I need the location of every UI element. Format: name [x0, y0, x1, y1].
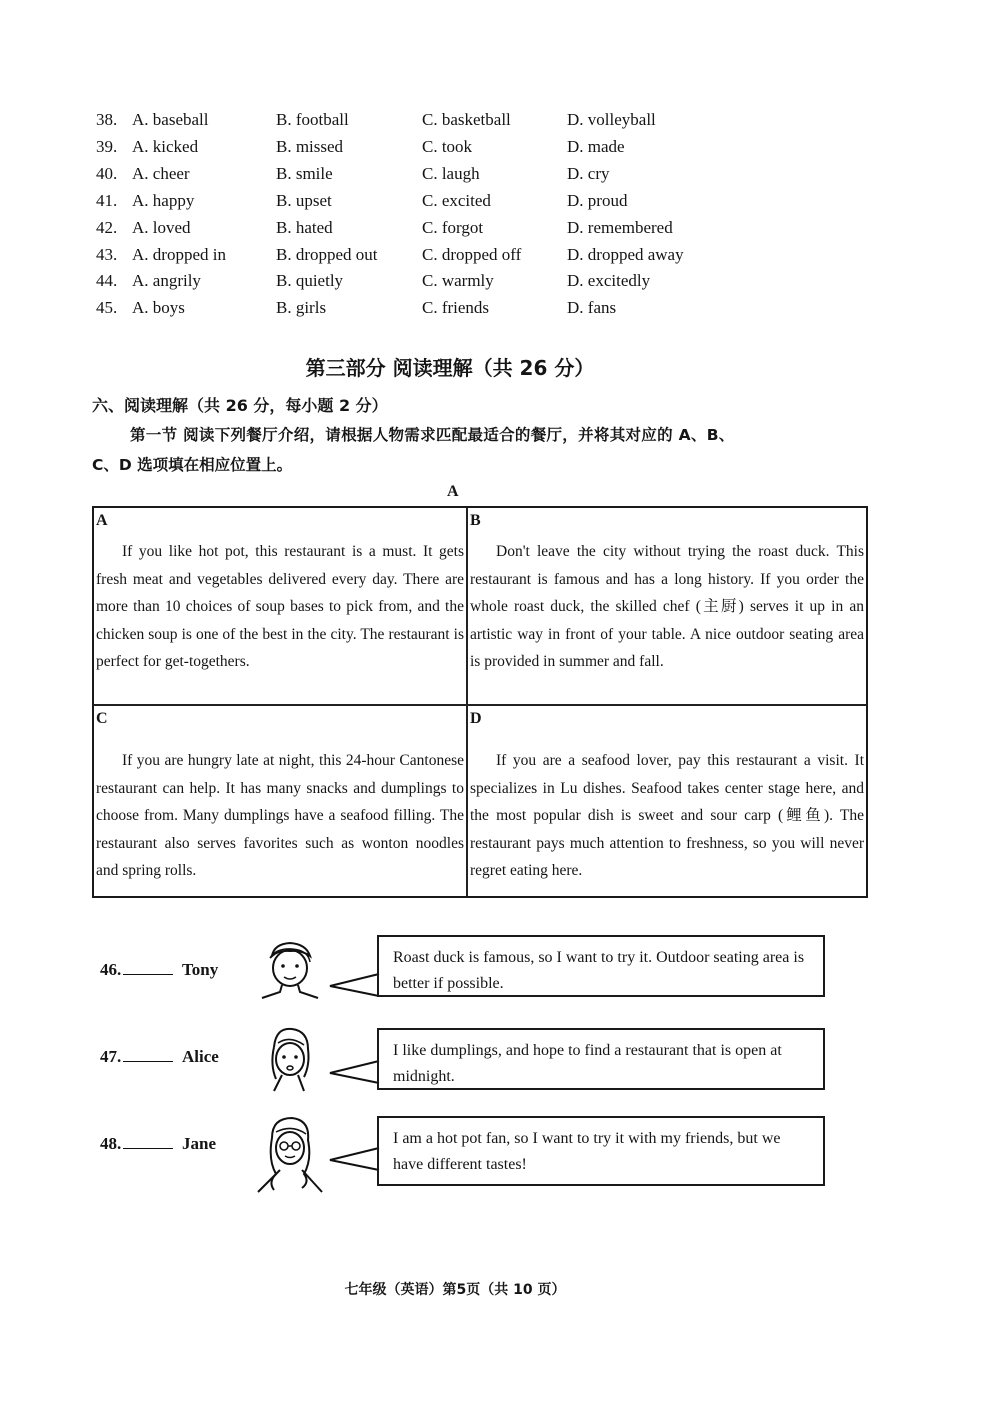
restaurant-grid	[92, 506, 868, 898]
restaurant-letter: D	[470, 710, 482, 727]
restaurant-letter: A	[96, 512, 108, 529]
option-d: D. dropped away	[567, 245, 684, 264]
question-number: 45.	[96, 298, 118, 317]
question-number: 42.	[96, 218, 118, 237]
restaurant-description: If you like hot pot, this restaurant is a must. It gets fresh meat and vegetables delivered every day. There are more than 10 choices of soup bases to pick from, and the chicken soup is one of the best in the city. The restaurant is perfect for get-togethers.	[96, 543, 464, 671]
option-d: D. remembered	[567, 218, 673, 237]
instruction-line-1: 第一节 阅读下列餐厅介绍，请根据人物需求匹配最适合的餐厅，并将其对应的 A、B、	[130, 426, 735, 444]
restaurant-description: If you are hungry late at night, this 24-hour Cantonese restaurant can help. It has many snacks and dumplings to choose from. Many dumplings have a seafood filling. The restaurant also serves favorites such as wonton noodles and spring rolls.	[96, 752, 464, 880]
question-number: 47.	[100, 1047, 122, 1066]
instruction-line-2: C、D 选项填在相应位置上。	[92, 456, 293, 474]
option-d: D. fans	[567, 298, 617, 317]
person-name: Alice	[182, 1047, 219, 1066]
restaurant-letter: B	[470, 512, 481, 529]
option-row	[0, 245, 990, 269]
option-b: B. quietly	[276, 271, 344, 290]
option-d: D. volleyball	[567, 110, 656, 129]
question-number: 43.	[96, 245, 118, 264]
question-number-wrap	[100, 1047, 173, 1067]
option-c: C. warmly	[422, 271, 494, 290]
grid-label: A	[447, 483, 459, 500]
part-title: 第三部分 阅读理解（共 26 分）	[305, 356, 595, 380]
answer-blank[interactable]	[123, 1134, 173, 1149]
question-number-wrap	[100, 960, 173, 980]
option-c: C. laugh	[422, 164, 480, 183]
speech-bubble: Roast duck is famous, so I want to try it. Outdoor seating area is better if possible.	[377, 935, 825, 997]
option-a: A. baseball	[132, 110, 209, 129]
option-b: B. smile	[276, 164, 333, 183]
matching-question	[0, 1027, 990, 1117]
speech-tail-icon	[328, 1057, 380, 1087]
option-b: B. upset	[276, 191, 332, 210]
girl-with-glasses-avatar-icon	[252, 1112, 324, 1194]
option-c: C. forgot	[422, 218, 484, 237]
option-d: D. cry	[567, 164, 610, 183]
matching-question	[0, 1114, 990, 1204]
restaurant-card-d	[468, 706, 866, 896]
restaurant-description: Don't leave the city without trying the roast duck. This restaurant is famous and has a long history. If you order the whole roast duck, the skilled chef (主厨) serves it up in an artistic way in front of your table. A nice outdoor seating area is provided in summer and fall.	[470, 543, 864, 671]
person-name: Jane	[182, 1134, 216, 1153]
option-d: D. made	[567, 137, 625, 156]
option-d: D. excitedly	[567, 271, 651, 290]
option-b: B. dropped out	[276, 245, 378, 264]
option-c: C. dropped off	[422, 245, 522, 264]
option-a: A. kicked	[132, 137, 199, 156]
option-b: B. football	[276, 110, 349, 129]
restaurant-card-a	[94, 508, 466, 704]
option-d: D. proud	[567, 191, 628, 210]
restaurant-description: If you are a seafood lover, pay this restaurant a visit. It specializes in Lu dishes. Seafood takes center stage here, and the most popular dish is sweet and sour carp (鲤鱼). The restaurant pays much attention to freshness, so you will never regret eating here.	[470, 752, 864, 880]
option-a: A. cheer	[132, 164, 190, 183]
person-name: Tony	[182, 960, 219, 979]
speech-tail-icon	[328, 970, 380, 1000]
option-a: A. boys	[132, 298, 185, 317]
option-b: B. girls	[276, 298, 327, 317]
speech-tail-icon	[328, 1144, 380, 1174]
restaurant-card-b	[468, 508, 866, 704]
option-b: B. missed	[276, 137, 344, 156]
restaurant-letter: C	[96, 710, 108, 727]
option-row	[0, 137, 990, 161]
option-c: C. took	[422, 137, 473, 156]
option-c: C. basketball	[422, 110, 511, 129]
option-row	[0, 298, 990, 322]
option-row	[0, 110, 990, 134]
option-row	[0, 164, 990, 188]
answer-blank[interactable]	[123, 960, 173, 975]
question-number: 46.	[100, 960, 122, 979]
option-a: A. happy	[132, 191, 195, 210]
question-number: 41.	[96, 191, 118, 210]
option-c: C. friends	[422, 298, 490, 317]
girl-avatar-icon	[252, 1025, 324, 1097]
page-footer: 七年级（英语）第5页（共 10 页）	[344, 1282, 566, 1298]
option-row	[0, 191, 990, 215]
option-row	[0, 271, 990, 295]
boy-avatar-icon	[252, 938, 324, 1004]
section-title: 六、阅读理解（共 26 分，每小题 2 分）	[92, 396, 388, 415]
speech-bubble: I like dumplings, and hope to find a restaurant that is open at midnight.	[377, 1028, 825, 1090]
question-number: 39.	[96, 137, 118, 156]
restaurant-card-c	[94, 706, 466, 896]
option-row	[0, 218, 990, 242]
question-number: 38.	[96, 110, 118, 129]
option-b: B. hated	[276, 218, 333, 237]
question-number-wrap	[100, 1134, 173, 1154]
answer-blank[interactable]	[123, 1047, 173, 1062]
matching-question	[0, 940, 990, 1030]
question-number: 44.	[96, 271, 118, 290]
option-a: A. angrily	[132, 271, 201, 290]
question-number: 40.	[96, 164, 118, 183]
speech-bubble: I am a hot pot fan, so I want to try it with my friends, but we have different tastes!	[377, 1116, 825, 1186]
option-a: A. dropped in	[132, 245, 226, 264]
question-number: 48.	[100, 1134, 122, 1153]
option-a: A. loved	[132, 218, 191, 237]
option-c: C. excited	[422, 191, 491, 210]
